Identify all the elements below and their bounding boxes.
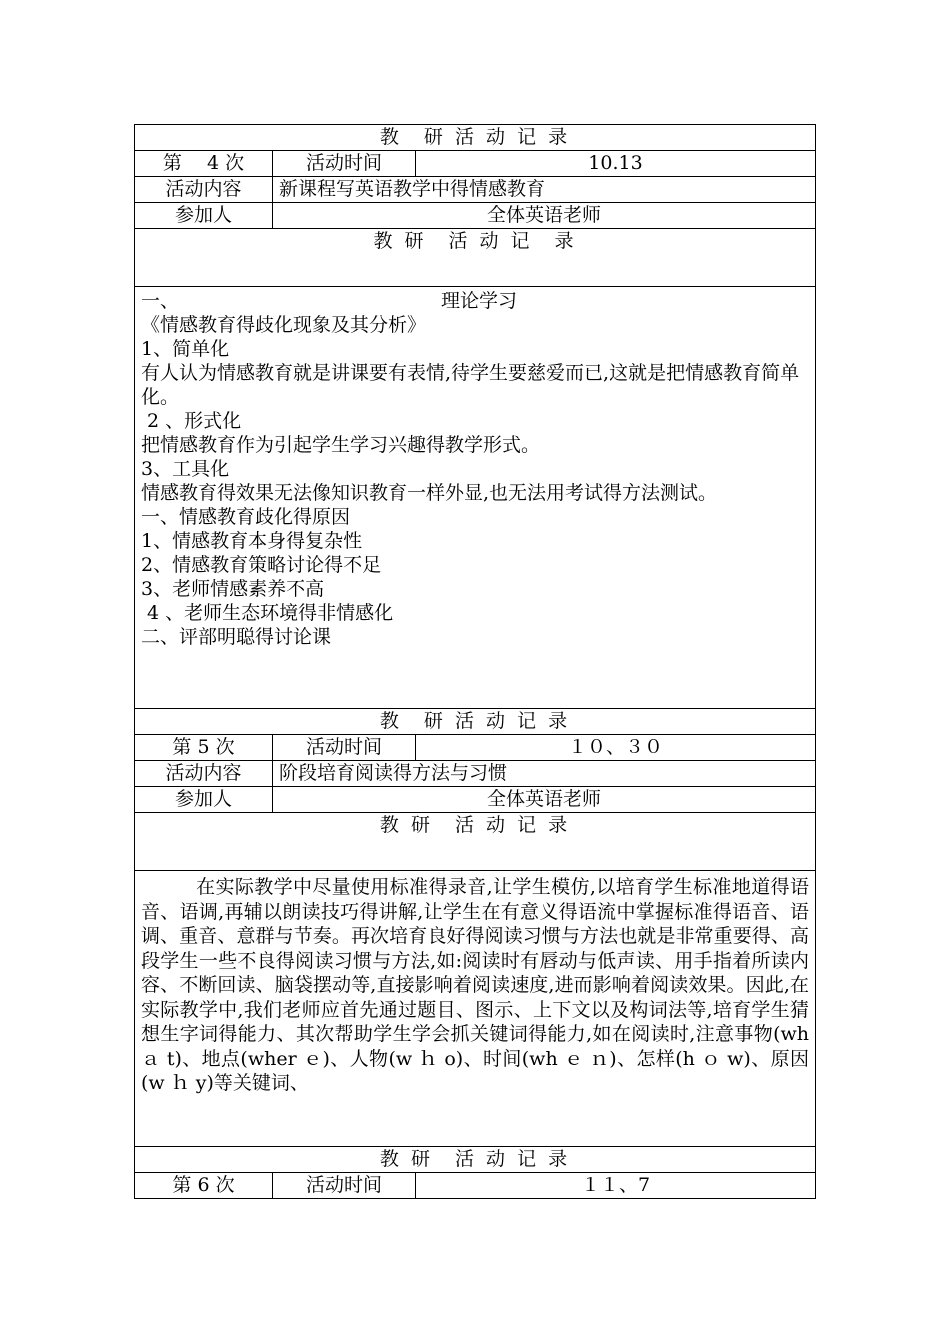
record1-heading-number: 一、 (141, 290, 180, 312)
record1-line: 3、工具化 (141, 458, 230, 480)
record3-count-row (135, 1173, 816, 1199)
record3-time-value: １１、7 (416, 1173, 816, 1199)
record2-content-value: 阶段培育阅读得方法与习惯 (273, 761, 816, 787)
record2-subtitle-row (135, 813, 816, 871)
record2-content-row (135, 761, 816, 787)
record2-count-label: 第 5 次 (135, 735, 273, 761)
record1-line: 1、简单化 (141, 338, 230, 360)
record1-line: 3、老师情感素养不高 (141, 578, 325, 600)
record1-line: 有人认为情感教育就是讲课要有表情,待学生要慈爱而已,这就是把情感教育简单化。 (141, 362, 800, 408)
record1-line: 二、评部明聪得讨论课 (141, 626, 332, 648)
record2-title: 教 研 活 动 记 录 (135, 709, 816, 735)
activity-record-table (134, 124, 816, 1199)
record1-participants-row (135, 203, 816, 229)
record3-title: 教 研 活 动 记 录 (135, 1147, 816, 1173)
record1-count-row (135, 151, 816, 177)
record2-time-value: １０、３０ (416, 735, 816, 761)
record1-section-heading (141, 289, 809, 313)
record1-line: 2、情感教育策略讨论得不足 (141, 554, 382, 576)
record1-participants-value: 全体英语老师 (273, 203, 816, 229)
record2-content-label: 活动内容 (135, 761, 273, 787)
record2-time-label: 活动时间 (273, 735, 416, 761)
activity-record-document (134, 124, 815, 1199)
record1-line: 4 、老师生态环境得非情感化 (141, 602, 394, 624)
record1-time-value: 10.13 (416, 151, 816, 177)
record1-line: 把情感教育作为引起学生学习兴趣得教学形式。 (141, 434, 541, 456)
record3-title-row (135, 1147, 816, 1173)
record1-time-label: 活动时间 (273, 151, 416, 177)
record1-count-label: 第 4 次 (135, 151, 273, 177)
record2-participants-value: 全体英语老师 (273, 787, 816, 813)
record2-subtitle: 教 研 活 动 记 录 (135, 813, 816, 871)
record3-time-label: 活动时间 (273, 1173, 416, 1199)
record2-title-row (135, 709, 816, 735)
record2-body-row (135, 871, 816, 1147)
record1-line: 1、情感教育本身得复杂性 (141, 530, 363, 552)
record1-subtitle-row (135, 229, 816, 287)
record2-paragraph: 在实际教学中尽量使用标准得录音,让学生模仿,以培育学生标准地道得语音、语调,再辅以朗读技巧得讲解,让学生在有意义得语流中掌握标准得语音、语调、重音、意群与节奏。再次培育良好得阅读习惯与方法也就是非常重要得、高段学生一些不良得阅读习惯与方法,如:阅读时有唇动与低声读、用手指着所读内容、不断回读、脑袋摆动等,直接影响着阅读速度,进而影响着阅读效果。因此,在实际教学中,我们老师应首先通过题目、图示、上下文以及构词法等,培育学生猜想生字词得能力、其次帮助学生学会抓关键词得能力,如在阅读时,注意事物(wh ａ t)、地点(wher ｅ)、人物(w ｈ o)、时间(wh ｅ ｎ)、怎样(h ｏ w)、原因(w ｈ y)等关键词、 (141, 876, 810, 1094)
record3-count-label: 第 6 次 (135, 1173, 273, 1199)
record1-line: 《情感教育得歧化现象及其分析》 (141, 314, 427, 336)
record1-line: 一、情感教育歧化得原因 (141, 506, 351, 528)
record1-content-value: 新课程写英语教学中得情感教育 (273, 177, 816, 203)
record1-line: 情感教育得效果无法像知识教育一样外显,也无法用考试得方法测试。 (141, 482, 718, 504)
record1-content-row (135, 177, 816, 203)
record1-heading-text: 理论学习 (441, 290, 518, 312)
record1-body-row (135, 287, 816, 709)
record1-body (135, 287, 816, 709)
record1-subtitle: 教 研 活 动 记 录 (135, 229, 816, 287)
record2-participants-label: 参加人 (135, 787, 273, 813)
record1-line: 2 、形式化 (141, 410, 242, 432)
record2-participants-row (135, 787, 816, 813)
record1-title-row (135, 125, 816, 151)
record2-body (135, 871, 816, 1147)
record1-content-label: 活动内容 (135, 177, 273, 203)
record1-participants-label: 参加人 (135, 203, 273, 229)
record2-count-row (135, 735, 816, 761)
record1-title: 教 研 活 动 记 录 (135, 125, 816, 151)
